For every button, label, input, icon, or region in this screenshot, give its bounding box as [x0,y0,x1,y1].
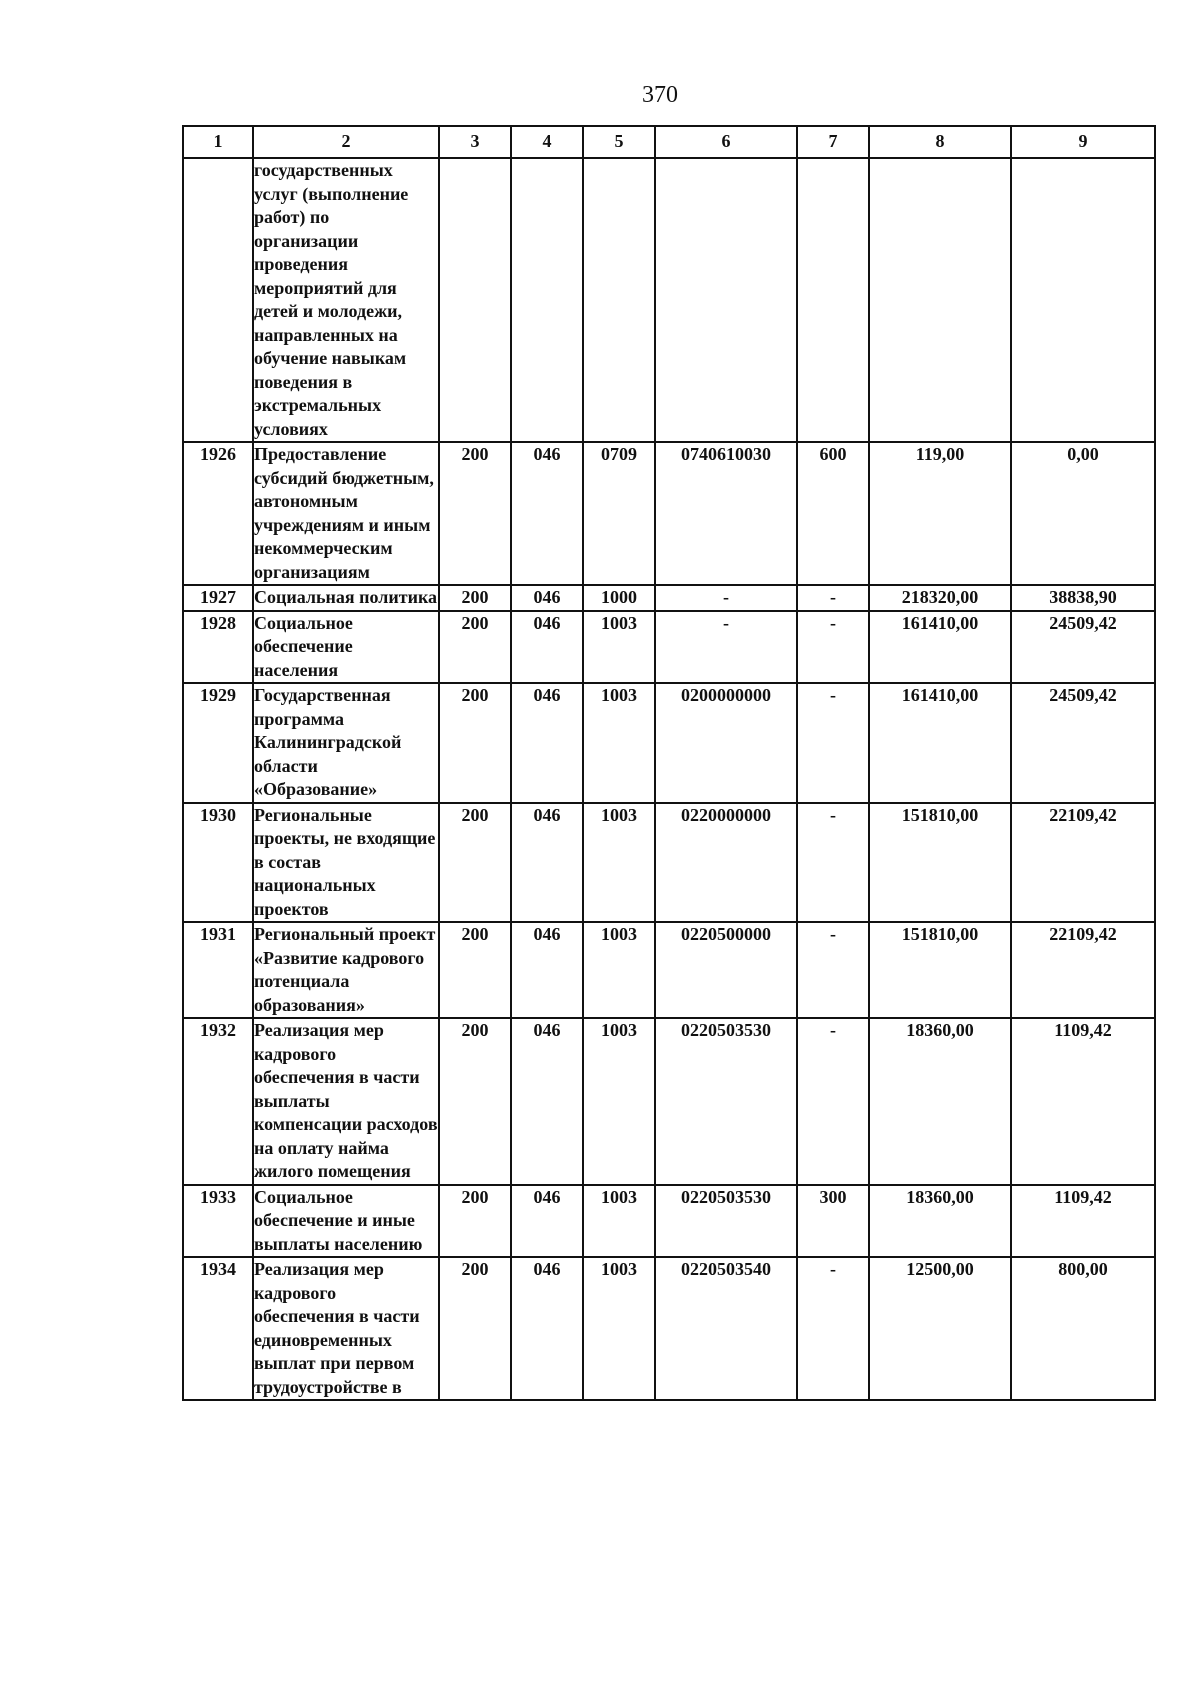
cell-c4 [511,158,583,442]
row-number: 1926 [183,442,253,585]
cell-amount-8 [869,158,1011,442]
cell-amount-8: 12500,00 [869,1257,1011,1400]
cell-c3: 200 [439,803,511,923]
budget-table [182,125,1156,1401]
cell-c5: 1003 [583,922,655,1018]
row-name: Региональные проекты, не входящие в состав национальных проектов [253,803,439,923]
cell-c5: 1003 [583,1257,655,1400]
row-number: 1928 [183,611,253,684]
row-number: 1934 [183,1257,253,1400]
cell-c7: - [797,922,869,1018]
table-row [183,158,1155,442]
cell-code [655,158,797,442]
row-number: 1933 [183,1185,253,1258]
cell-amount-9 [1011,158,1155,442]
row-number: 1927 [183,585,253,611]
cell-c5 [583,158,655,442]
cell-c3: 200 [439,1257,511,1400]
cell-amount-8: 218320,00 [869,585,1011,611]
cell-c4: 046 [511,585,583,611]
row-name: Реализация мер кадрового обеспечения в части выплаты компенсации расходов на оплату найма жилого помещения [253,1018,439,1185]
row-name: государственных услуг (выполнение работ) по организации проведения мероприятий для детей и молодежи, направленных на обучение навыкам поведения в экстремальных условиях [253,158,439,442]
cell-code: 0220503530 [655,1018,797,1185]
column-header: 1 [183,126,253,158]
cell-code: 0200000000 [655,683,797,803]
cell-c4: 046 [511,922,583,1018]
cell-amount-9: 0,00 [1011,442,1155,585]
row-number: 1930 [183,803,253,923]
cell-c3: 200 [439,922,511,1018]
cell-c4: 046 [511,442,583,585]
cell-c5: 1003 [583,803,655,923]
cell-amount-8: 161410,00 [869,611,1011,684]
column-header: 5 [583,126,655,158]
row-number: 1931 [183,922,253,1018]
row-number: 1929 [183,683,253,803]
cell-c3 [439,158,511,442]
cell-c7: 600 [797,442,869,585]
cell-c7: - [797,683,869,803]
row-number: 1932 [183,1018,253,1185]
row-name: Социальное обеспечение и иные выплаты населению [253,1185,439,1258]
cell-c5: 0709 [583,442,655,585]
column-header: 9 [1011,126,1155,158]
column-header: 3 [439,126,511,158]
cell-amount-8: 161410,00 [869,683,1011,803]
table-row [183,803,1155,923]
cell-c3: 200 [439,683,511,803]
column-header: 6 [655,126,797,158]
cell-c3: 200 [439,442,511,585]
cell-c7: - [797,611,869,684]
cell-c7: - [797,1018,869,1185]
cell-c3: 200 [439,611,511,684]
cell-c3: 200 [439,1018,511,1185]
cell-amount-9: 24509,42 [1011,683,1155,803]
table-row [183,1257,1155,1400]
cell-c4: 046 [511,611,583,684]
row-name: Предоставление субсидий бюджетным, автономным учреждениям и иным некоммерческим организациям [253,442,439,585]
cell-c5: 1003 [583,1018,655,1185]
cell-c4: 046 [511,803,583,923]
cell-c4: 046 [511,1185,583,1258]
cell-c4: 046 [511,1018,583,1185]
table-row [183,1185,1155,1258]
cell-c3: 200 [439,585,511,611]
cell-amount-8: 151810,00 [869,803,1011,923]
cell-amount-8: 151810,00 [869,922,1011,1018]
page-number: 370 [642,82,678,108]
cell-amount-9: 38838,90 [1011,585,1155,611]
cell-amount-8: 18360,00 [869,1018,1011,1185]
cell-c7: - [797,803,869,923]
cell-c5: 1003 [583,611,655,684]
cell-code: 0220503540 [655,1257,797,1400]
cell-c5: 1003 [583,683,655,803]
row-name: Социальная политика [253,585,439,611]
cell-c4: 046 [511,683,583,803]
row-name: Региональный проект «Развитие кадрового потенциала образования» [253,922,439,1018]
cell-amount-9: 1109,42 [1011,1018,1155,1185]
row-name: Государственная программа Калининградской области «Образование» [253,683,439,803]
cell-amount-8: 119,00 [869,442,1011,585]
cell-code: 0740610030 [655,442,797,585]
row-name: Реализация мер кадрового обеспечения в части единовременных выплат при первом трудоустройстве в [253,1257,439,1400]
column-header: 8 [869,126,1011,158]
table-row [183,442,1155,585]
column-header: 2 [253,126,439,158]
cell-c7 [797,158,869,442]
cell-code: - [655,611,797,684]
row-number [183,158,253,442]
table-row [183,683,1155,803]
cell-c7: - [797,585,869,611]
cell-c4: 046 [511,1257,583,1400]
cell-amount-8: 18360,00 [869,1185,1011,1258]
table-row [183,1018,1155,1185]
table-row [183,922,1155,1018]
cell-code: 0220000000 [655,803,797,923]
table-row [183,611,1155,684]
column-header: 7 [797,126,869,158]
cell-code: 0220500000 [655,922,797,1018]
cell-c7: - [797,1257,869,1400]
cell-amount-9: 22109,42 [1011,922,1155,1018]
cell-amount-9: 1109,42 [1011,1185,1155,1258]
cell-c5: 1003 [583,1185,655,1258]
cell-amount-9: 24509,42 [1011,611,1155,684]
cell-amount-9: 22109,42 [1011,803,1155,923]
table-row [183,585,1155,611]
header-row [183,126,1155,158]
row-name: Социальное обеспечение населения [253,611,439,684]
cell-c3: 200 [439,1185,511,1258]
cell-amount-9: 800,00 [1011,1257,1155,1400]
cell-c5: 1000 [583,585,655,611]
cell-code: - [655,585,797,611]
cell-c7: 300 [797,1185,869,1258]
column-header: 4 [511,126,583,158]
cell-code: 0220503530 [655,1185,797,1258]
